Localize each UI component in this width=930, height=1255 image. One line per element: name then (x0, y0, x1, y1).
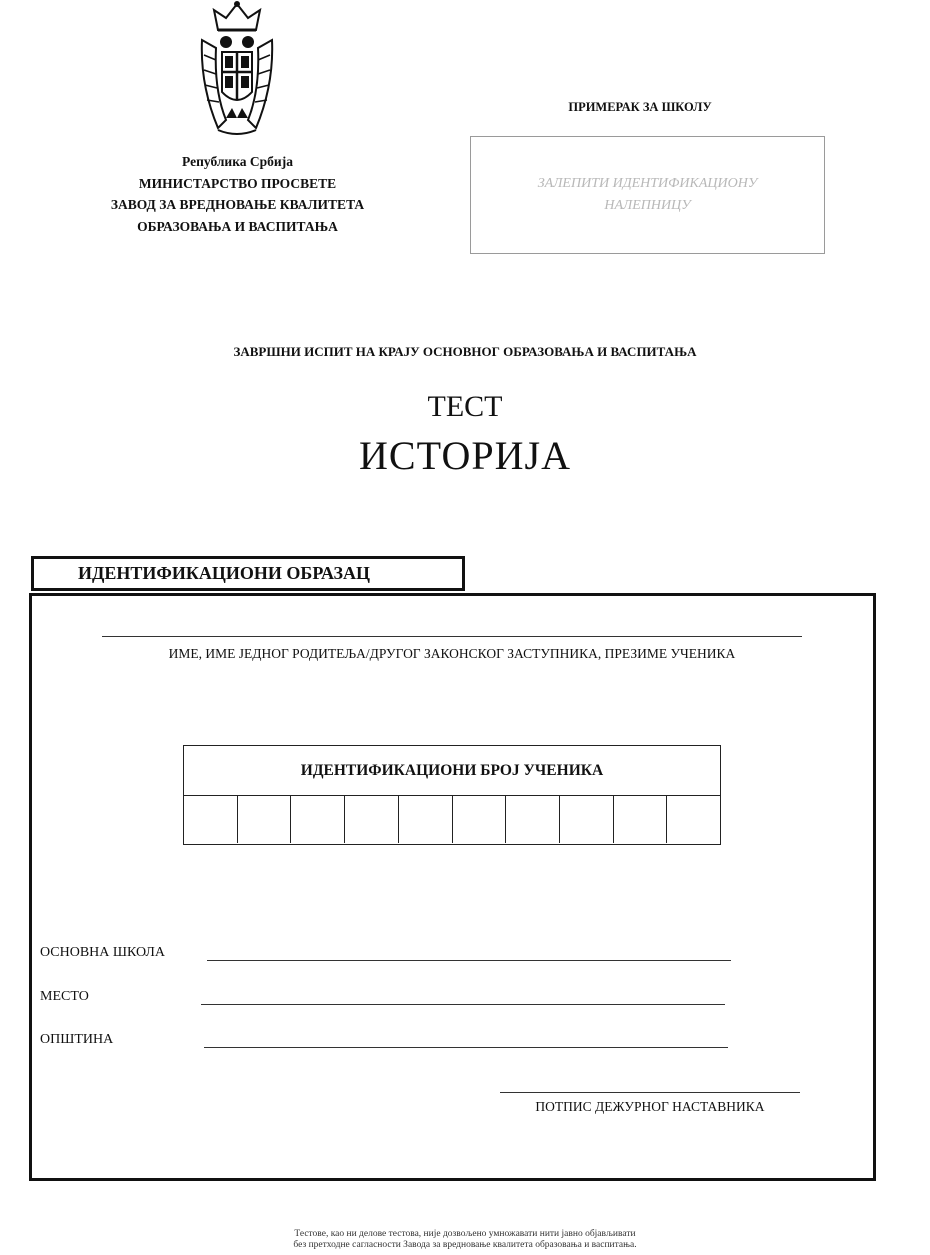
municipality-label: ОПШТИНА (40, 1032, 114, 1047)
subject-title: ИСТОРИЈА (359, 433, 571, 478)
exam-title: ЗАВРШНИ ИСПИТ НА КРАЈУ ОСНОВНОГ ОБРАЗОВАЊА И ВАСПИТАЊА (233, 344, 697, 359)
id-number-label: ИДЕНТИФИКАЦИОНИ БРОЈ УЧЕНИКА (184, 746, 720, 796)
sticker-line2: НАЛЕПНИЦУ (604, 198, 691, 213)
signature-caption: ПОТПИС ДЕЖУРНОГ НАСТАВНИКА (535, 1099, 765, 1114)
place-label: МЕСТО (40, 989, 89, 1004)
school-label: ОСНОВНА ШКОЛА (40, 945, 166, 960)
institute-label-line2: ОБРАЗОВАЊА И ВАСПИТАЊА (137, 218, 338, 234)
id-digit-cell[interactable] (184, 796, 238, 843)
footer-line1: Тестове, као ни делове тестова, није дозвољено умножавати нити јавно објављивати (294, 1229, 636, 1239)
school-input-line[interactable] (207, 960, 731, 961)
name-caption: ИМЕ, ИМЕ ЈЕДНОГ РОДИТЕЉА/ДРУГОГ ЗАКОНСКОГ ЗАСТУПНИКА, ПРЕЗИМЕ УЧЕНИКА (168, 646, 736, 661)
coat-of-arms-emblem (196, 0, 278, 138)
form-tab-header: ИДЕНТИФИКАЦИОНИ ОБРАЗАЦ (31, 556, 465, 591)
name-input-line[interactable] (102, 636, 802, 637)
copy-label: ПРИМЕРАК ЗА ШКОЛУ (568, 100, 712, 114)
republic-label: Република Србија (182, 154, 293, 169)
test-label: ТЕСТ (427, 390, 503, 423)
sticker-line1: ЗАЛЕПИТИ ИДЕНТИФИКАЦИОНУ (537, 176, 758, 191)
municipality-input-line[interactable] (204, 1047, 728, 1048)
place-input-line[interactable] (201, 1004, 725, 1005)
signature-line[interactable] (500, 1092, 800, 1093)
footer-line2: без претходне сагласности Завода за вредновање квалитета образовања и васпитања. (293, 1240, 637, 1250)
id-digit-cell[interactable] (399, 796, 453, 843)
id-digit-cell[interactable] (560, 796, 614, 843)
id-number-box (183, 745, 721, 845)
institute-label-line1: ЗАВОД ЗА ВРЕДНОВАЊЕ КВАЛИТЕТА (110, 197, 365, 212)
copyright-footer (0, 1229, 930, 1251)
id-digit-cell[interactable] (345, 796, 399, 843)
id-digit-cell[interactable] (453, 796, 507, 843)
id-digit-cell[interactable] (506, 796, 560, 843)
id-digit-cell[interactable] (614, 796, 668, 843)
institution-header (80, 151, 395, 237)
sticker-instructions (470, 173, 825, 217)
id-digit-cell[interactable] (667, 796, 720, 843)
id-number-cells (184, 796, 720, 843)
id-digit-cell[interactable] (291, 796, 345, 843)
id-digit-cell[interactable] (238, 796, 292, 843)
ministry-label: МИНИСТАРСТВО ПРОСВЕТЕ (138, 175, 337, 191)
